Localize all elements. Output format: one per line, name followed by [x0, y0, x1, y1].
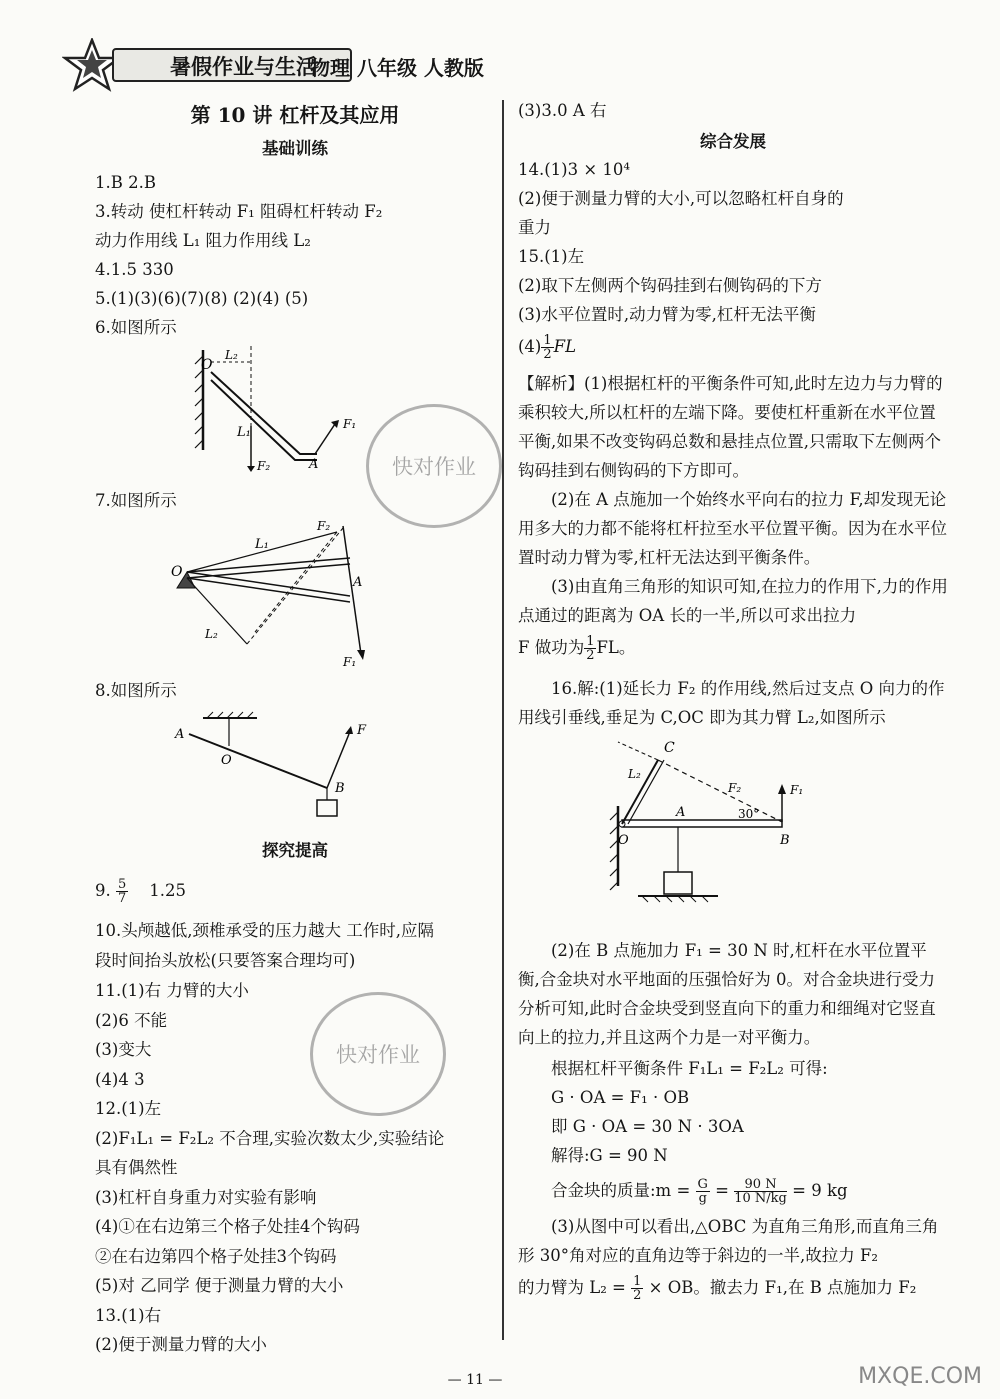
lever-diagram-7	[95, 516, 495, 666]
fig7-label-F2: F₂	[317, 519, 331, 533]
calc-line: 解得:G = 90 N	[551, 1146, 668, 1165]
answer-line: 12.(1)左	[95, 1099, 162, 1118]
q15-4-answer: (4) $\frac{1}{2}$ FL	[518, 333, 577, 362]
answer-line: (4)4 3	[95, 1069, 145, 1089]
book-subtitle: 物理 八年级 人教版	[310, 56, 484, 80]
calc-line: 即 G · OA = 30 N · 3OA	[551, 1117, 744, 1136]
watermark-stamp-1: 快对作业	[366, 404, 502, 528]
fig16-label-L2: L₂	[628, 767, 641, 781]
mass-calc: 合金块的质量:m = $\frac{G}{g}$ = $\frac{90 N}{10 N/kg}$ = 9 kg	[551, 1177, 848, 1206]
fig16-label-A: A	[676, 805, 686, 820]
calc-line: 根据杠杆平衡条件 F₁L₁ = F₂L₂ 可得:	[551, 1059, 828, 1078]
section-basic: 基础训练	[262, 139, 328, 158]
fig16-label-O: O	[618, 833, 629, 848]
fig16-label-B: B	[780, 833, 790, 848]
section-comprehensive: 综合发展	[700, 132, 766, 151]
fig16-label-F1: F₁	[790, 783, 804, 797]
q16-part3-end: 的力臂为 L₂ = $\frac{1}{2}$ × OB。撤去力 F₁,在 B 点施加力 F₂	[518, 1274, 917, 1303]
q8-label: 8.如图所示	[95, 681, 177, 700]
fig8-label-O: O	[221, 753, 232, 768]
answer-line: (2)便于测量力臂的大小,可以忽略杠杆自身的	[518, 189, 844, 208]
answer-line: ②在右边第四个格子处挂3个钩码	[95, 1246, 337, 1266]
q9-answer: 9. $\frac{5}{7}$ 1.25	[95, 877, 187, 906]
fig6-label-L1: L₁	[237, 425, 251, 440]
answer-line: 13.(1)右	[95, 1305, 162, 1325]
answers-mid	[518, 155, 948, 329]
analysis-paragraph-2: (2)在 A 点施加一个始终水平向右的拉力 F,却发现无论用多大的力都不能将杠杆拉至水平位置平衡。因为在水平位置时动力臂为零,杠杆无法达到平衡条件。	[518, 490, 947, 567]
answer-line: 11.(1)右 力臂的大小	[95, 981, 249, 1000]
fig6-label-O: O	[201, 357, 213, 373]
analysis-paragraph-3-end: F 做功为 $\frac{1}{2}$ FL。	[518, 634, 636, 663]
calc-line: G · OA = F₁ · OB	[551, 1088, 690, 1107]
q15-fraction: $\frac{1}{2}$	[543, 333, 552, 362]
fig6-label-L2: L₂	[225, 348, 238, 362]
lesson-title: 第 10 讲 杠杆及其应用	[190, 103, 400, 127]
analysis-paragraph-1: 【解析】(1)根据杠杆的平衡条件可知,此时左边力与力臂的乘积较大,所以杠杆的左端下降。要使杠杆重新在水平位置平衡,如果不改变钩码总数和悬挂点位置,只需取下左侧两个钩码挂到右侧钩码的下方即可。	[518, 374, 943, 480]
answer-line: (3)杠杆自身重力对实验有影响	[95, 1187, 317, 1207]
q9-fraction: $\frac{5}{7}$	[118, 877, 127, 906]
answer-line: 6.如图所示	[95, 318, 177, 337]
answer-line: 具有偶然性	[95, 1158, 178, 1177]
answer-line: (3)变大	[95, 1040, 152, 1059]
lever-diagram-16	[518, 736, 948, 936]
answer-line: (5)对 乙同学 便于测量力臂的大小	[95, 1276, 344, 1295]
fig8-label-A: A	[175, 727, 185, 742]
analysis-paragraph-3: (3)由直角三角形的知识可知,在拉力的作用下,力的作用点通过的距离为 OA 长的一半,所以可求出拉力	[518, 577, 948, 625]
fig16-label-angle: 30°	[738, 807, 760, 821]
q16-part1: 16.解:(1)延长力 F₂ 的作用线,然后过支点 O 向力的作用线引垂线,垂足为 C,OC 即为其力臂 L₂,如图所示	[518, 679, 945, 727]
answer-line: 15.(1)左	[518, 247, 585, 266]
answer-line: (3)水平位置时,动力臂为零,杠杆无法平衡	[518, 305, 816, 324]
answer-line: (3)3.0 A 右	[518, 101, 607, 120]
q16-part2: (2)在 B 点施加力 F₁ = 30 N 时,杠杆在水平位置平衡,合金块对水平地面的压强恰好为 0。对合金块进行受力分析可知,此时合金块受到竖直向下的重力和细绳对它竖直向上的拉力,并且这两个力是一对平衡力。	[518, 941, 936, 1047]
answer-line: 重力	[518, 218, 551, 237]
book-title: 暑假作业与生活	[112, 48, 352, 82]
figure-7	[95, 516, 495, 666]
section-explore: 探究提高	[262, 841, 328, 860]
calc-lines	[518, 1054, 948, 1170]
mass-fraction-2: $\frac{90 N}{10 N/kg}$	[734, 1177, 787, 1206]
fig7-label-A: A	[353, 575, 363, 590]
q10-answer-a: 10.头颅越低,颈椎承受的压力越大 工作时,应隔	[95, 921, 434, 940]
answer-line: 1.B 2.B	[95, 173, 156, 192]
column-divider	[502, 100, 504, 1340]
q10-answer-b: 段时间抬头放松(只要答案合理均可)	[95, 951, 356, 970]
lever-diagram-8	[95, 704, 495, 824]
page-number: — 11 —	[447, 1372, 503, 1388]
fig6-label-F1: F₁	[343, 417, 357, 431]
q7-label: 7.如图所示	[95, 491, 177, 510]
fig7-label-F1: F₁	[343, 655, 357, 666]
fig16-label-C: C	[664, 740, 675, 756]
page-header	[62, 38, 502, 88]
answer-line: (2)取下左侧两个钩码挂到右侧钩码的下方	[518, 276, 822, 295]
answer-line: 5.(1)(3)(6)(7)(8) (2)(4) (5)	[95, 289, 309, 308]
fig7-label-O: O	[171, 564, 183, 580]
answer-line: 动力作用线 L₁ 阻力作用线 L₂	[95, 231, 311, 250]
watermark-stamp-2: 快对作业	[310, 992, 446, 1116]
fig7-label-L2: L₂	[205, 627, 218, 641]
left-column	[95, 100, 495, 1360]
answer-line: (2)6 不能	[95, 1010, 168, 1030]
answer-line: (2)便于测量力臂的大小	[95, 1335, 267, 1354]
answer-line: (2)F₁L₁ = F₂L₂ 不合理,实验次数太少,实验结论	[95, 1128, 445, 1148]
right-column	[518, 96, 948, 1306]
fig6-label-A: A	[309, 457, 319, 472]
figure-16	[518, 736, 948, 936]
mass-fraction-1: $\frac{G}{g}$	[697, 1177, 708, 1206]
fig7-label-L1: L₁	[255, 537, 269, 552]
fig8-label-F: F	[357, 723, 367, 738]
fig16-label-F2: F₂	[728, 781, 742, 795]
corner-watermark: MXQE.COM	[858, 1364, 982, 1389]
figure-8	[95, 704, 495, 824]
arm-fraction: $\frac{1}{2}$	[633, 1274, 642, 1303]
q16-part3: (3)从图中可以看出,△OBC 为直角三角形,而直角三角形 30°角对应的直角边等于斜边的一半,故拉力 F₂	[518, 1217, 939, 1265]
work-fraction: $\frac{1}{2}$	[586, 634, 595, 663]
fig6-label-F2: F₂	[257, 459, 271, 472]
answer-line: (4)①在右边第三个格子处挂4个钩码	[95, 1217, 360, 1236]
answers-top	[95, 168, 495, 342]
answer-line: 4.1.5 330	[95, 260, 174, 279]
answer-line: 14.(1)3 × 10⁴	[518, 160, 631, 179]
answer-line: 3.转动 使杠杆转动 F₁ 阻碍杠杆转动 F₂	[95, 202, 383, 221]
fig8-label-B: B	[335, 781, 345, 796]
